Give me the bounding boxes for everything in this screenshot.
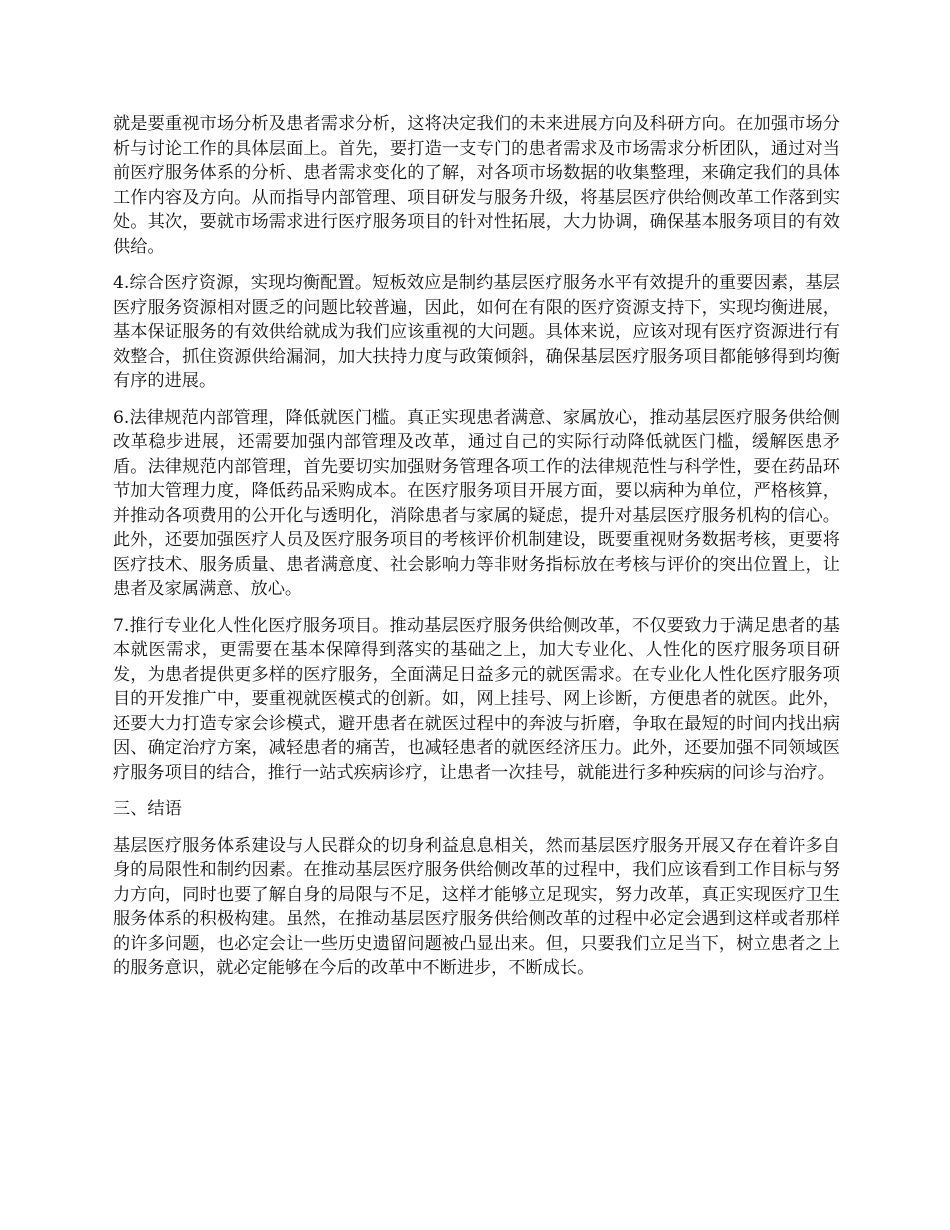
- intro-paragraph: 就是要重视市场分析及患者需求分析，这将决定我们的未来进展方向及科研方向。在加强市场分析与讨论工作的具体层面上。首先，要打造一支专门的患者需求及市场需求分析团队，通过对当前医疗服务体系的分析、患者需求变化的了解，对各项市场数据的收集整理，来确定我们的具体工作内容及方向。从而指导内部管理、项目研发与服务升级，将基层医疗供给侧改革工作落到实处。其次，要就市场需求进行医疗服务项目的针对性拓展，大力协调，确保基本服务项目的有效供给。: [113, 114, 840, 257]
- item-7-paragraph: 7.推行专业化人性化医疗服务项目。推动基层医疗服务供给侧改革，不仅要致力于满足患者的基本就医需求，更需要在基本保障得到落实的基础之上，加大专业化、人性化的医疗服务项目研发，为患者提供更多样的医疗服务，全面满足日益多元的就医需求。在专业化人性化医疗服务项目的开发推广中，要重视就医模式的创新。如，网上挂号、网上诊断，方便患者的就医。此外，还要大力打造专家会诊模式，避开患者在就医过程中的奔波与折磨，争取在最短的时间内找出病因、确定治疗方案，减轻患者的痛苦，也减轻患者的就医经济压力。此外，还要加强不同领域医疗服务项目的结合，推行一站式疾病诊疗，让患者一次挂号，就能进行多种疾病的问诊与治疗。: [113, 615, 840, 783]
- item-4-paragraph: 4.综合医疗资源，实现均衡配置。短板效应是制约基层医疗服务水平有效提升的重要因素，基层医疗服务资源相对匮乏的问题比较普遍，因此，如何在有限的医疗资源支持下，实现均衡进展，基本保证服务的有效供给就成为我们应该重视的大问题。具体来说，应该对现有医疗资源进行有效整合，抓住资源供给漏洞，加大扶持力度与政策倾斜，确保基层医疗服务项目都能够得到均衡有序的进展。: [113, 273, 840, 391]
- document-page: [113, 112, 840, 993]
- conclusion-paragraph: 基层医疗服务体系建设与人民群众的切身利益息息相关，然而基层医疗服务开展又存在着许多自身的局限性和制约因素。在推动基层医疗服务供给侧改革的过程中，我们应该看到工作目标与努力方向，同时也要了解自身的局限与不足，这样才能够立足现实，努力改革，真正实现医疗卫生服务体系的积极构建。虽然，在推动基层医疗服务供给侧改革的过程中必定会遇到这样或者那样的许多问题，也必定会让一些历史遗留问题被凸显出来。但，只要我们立足当下，树立患者之上的服务意识，就必定能够在今后的改革中不断进步，不断成长。: [113, 835, 840, 978]
- item-6-paragraph: 6.法律规范内部管理，降低就医门槛。真正实现患者满意、家属放心，推动基层医疗服务供给侧改革稳步进展，还需要加强内部管理及改革，通过自己的实际行动降低就医门槛，缓解医患矛盾。法律规范内部管理，首先要切实加强财务管理各项工作的法律规范性与科学性，要在药品环节加大管理力度，降低药品采购成本。在医疗服务项目开展方面，要以病种为单位，严格核算，并推动各项费用的公开化与透明化，消除患者与家属的疑虑，提升对基层医疗服务机构的信心。此外，还要加强医疗人员及医疗服务项目的考核评价机制建设，既要重视财务数据考核，更要将医疗技术、服务质量、患者满意度、社会影响力等非财务指标放在考核与评价的突出位置上，让患者及家属满意、放心。: [113, 407, 840, 599]
- section-heading: 三、结语: [113, 799, 182, 819]
